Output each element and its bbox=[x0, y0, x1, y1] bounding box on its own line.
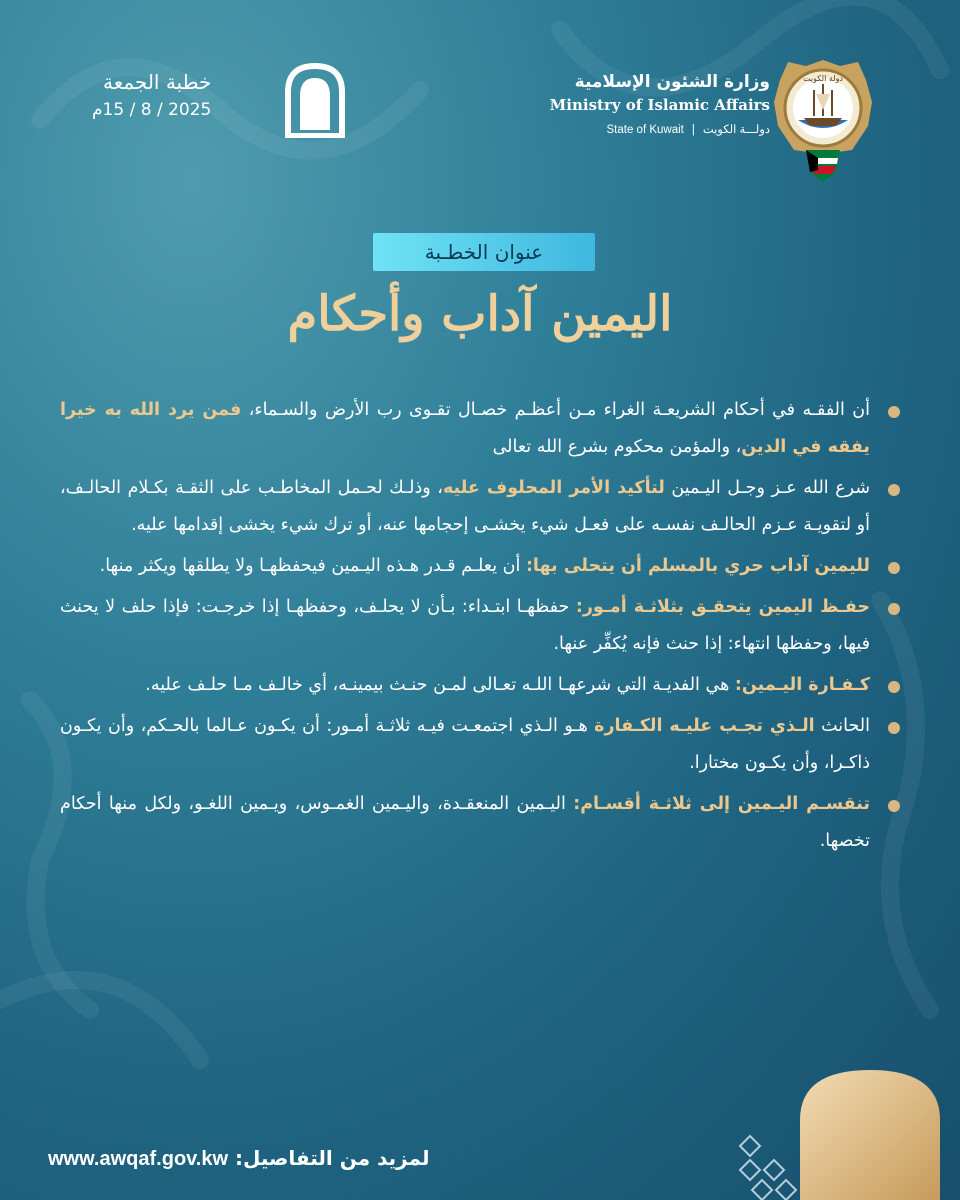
bullet-highlight-text: تنقسـم اليـمين إلى ثلاثـة أقسـام: bbox=[573, 794, 870, 814]
bullet-list bbox=[60, 392, 904, 864]
bullet-dot-icon bbox=[888, 681, 900, 693]
state-separator: | bbox=[691, 124, 695, 136]
bullet-text: شرع الله عـز وجـل اليـمين bbox=[664, 478, 870, 498]
bullet-text: ، وذلـك لحـمل المخاطـب على الثقـة بكـلام الحالـف، أو لتقويـة عـزم الحالـف نفسـه على فعـل شيء يخشـى إحجامها عنه، أو ترك شيء يخشى إقدامها عليه. bbox=[60, 478, 870, 535]
bullet-text: ، والمؤمن محكوم بشرع الله تعالى bbox=[492, 437, 742, 457]
sermon-title-tag: عنوان الخطـبة bbox=[373, 233, 595, 271]
mosque-door-icon bbox=[280, 60, 350, 138]
sermon-label bbox=[92, 70, 211, 120]
state-name-english: State of Kuwait bbox=[606, 124, 684, 136]
bullet-dot-icon bbox=[888, 722, 900, 734]
sermon-type: خطبة الجمعة bbox=[102, 70, 212, 94]
bullet-highlight-text: كـفـارة اليـمين: bbox=[734, 675, 870, 695]
bullet-text: اليـمين المنعقـدة، واليـمين الغمـوس، ويـمين اللغـو، ولكل منها أحكام تخصها. bbox=[60, 794, 870, 851]
ministry-name-english: Ministry of Islamic Affairs bbox=[549, 96, 770, 114]
state-line bbox=[550, 122, 770, 136]
bullet-item bbox=[60, 667, 904, 704]
kuwait-emblem-icon bbox=[768, 54, 878, 184]
sermon-date: 2025 / 8 / 15م bbox=[92, 100, 212, 120]
bullet-dot-icon bbox=[888, 406, 900, 418]
bullet-dot-icon bbox=[888, 800, 900, 812]
bullet-highlight-text: لتأكيد الأمر المحلوف عليه bbox=[442, 478, 665, 498]
footer-label: لمزيد من التفاصيل: bbox=[235, 1146, 430, 1170]
bullet-dot-icon bbox=[888, 562, 900, 574]
bullet-text: أن يعلـم قـدر هـذه اليـمين فيحفظهـا ولا يطلقها ويكثر منها. bbox=[99, 556, 526, 576]
ministry-block bbox=[550, 72, 770, 136]
bullet-dot-icon bbox=[888, 603, 900, 615]
bullet-highlight-text: فمن يرد الله به خيرا يفقه في الدين bbox=[60, 400, 870, 457]
bullet-item bbox=[60, 786, 904, 860]
website-link[interactable]: www.awqaf.gov.kw bbox=[48, 1148, 229, 1170]
emblem-caption: دولة الكويت bbox=[803, 74, 843, 83]
bullet-item bbox=[60, 392, 904, 466]
footer-link-line bbox=[48, 1146, 430, 1171]
decorative-arch-pattern bbox=[730, 1060, 960, 1200]
bullet-item bbox=[60, 708, 904, 782]
bullet-highlight-text: الـذي تجـب عليـه الكـفارة bbox=[594, 716, 815, 736]
bullet-text: حفظهـا ابتـداء: بـأن لا يحلـف، وحفظهـا إذا خرجـت: فإذا حلف لا يحنث فيها، وحفظها انتهاء: إذا حنث فإنه يُكفِّر عنها. bbox=[60, 597, 870, 654]
bullet-text: الحانث bbox=[814, 716, 870, 736]
bullet-item bbox=[60, 470, 904, 544]
bullet-item bbox=[60, 589, 904, 663]
bullet-text: هي الفديـة التي شرعهـا اللـه تعـالى لمـن حنـث بيمينـه، أي خالـف مـا حلـف عليه. bbox=[145, 675, 735, 695]
bullet-text: هـو الـذي اجتمعـت فيـه ثلاثـة أمـور: أن يكـون عـالما بالحـكم، وأن يكـون ذاكـرا، وأن يكـون مختارا. bbox=[60, 716, 870, 773]
bullet-text: أن الفقـه في أحكام الشريعـة الغراء مـن أعظـم خصـال تقـوى رب الأرض والسـماء، bbox=[241, 400, 870, 420]
bullet-dot-icon bbox=[888, 484, 900, 496]
bullet-item bbox=[60, 548, 904, 585]
state-name-arabic: دولـــة الكويت bbox=[702, 124, 770, 136]
page-title: اليمين آداب وأحكام bbox=[287, 286, 673, 342]
ministry-name-arabic: وزارة الشئون الإسلامية bbox=[574, 72, 770, 92]
bullet-highlight-text: حفـظ اليمين يتحقـق بثلاثـة أمـور: bbox=[575, 597, 870, 617]
bullet-highlight-text: لليمين آداب حري بالمسلم أن يتحلى بها: bbox=[525, 556, 870, 576]
